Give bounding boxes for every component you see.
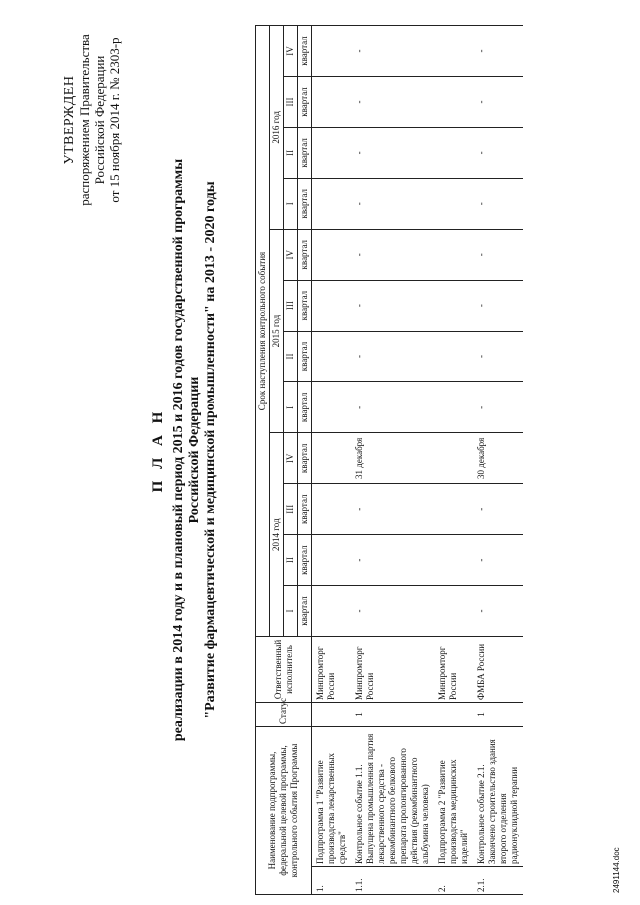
row-number: 1.1.	[351, 867, 434, 895]
quarter-cell	[312, 433, 352, 484]
q-number: I	[284, 178, 298, 229]
title-line-1: реализации в 2014 году и в плановый период 2015 и 2016 годов государственной программы Российской Федерации	[171, 158, 202, 742]
quarter-cell: 30 декабря	[473, 433, 523, 484]
quarter-cell	[312, 280, 352, 331]
quarter-cell	[434, 77, 473, 128]
q-number: III	[284, 280, 298, 331]
quarter-cell: -	[351, 26, 434, 77]
quarter-cell	[434, 535, 473, 586]
quarter-cell: -	[473, 77, 523, 128]
quarter-cell: -	[473, 484, 523, 535]
quarter-cell: -	[351, 382, 434, 433]
row-executor: ФМБА России	[473, 636, 523, 702]
header-name: Наименование подпрограммы, федеральной целевой программы, контрольного события Программы	[256, 726, 312, 894]
quarter-cell	[312, 26, 352, 77]
quarter-cell	[312, 127, 352, 178]
q-label: квартал	[298, 127, 312, 178]
approval-line-3: от 15 ноября 2014 г. № 2303-р	[107, 37, 122, 203]
row-status	[312, 702, 352, 726]
q-label: квартал	[298, 433, 312, 484]
row-status: 1	[473, 702, 523, 726]
q-label: квартал	[298, 331, 312, 382]
row-name: Подпрограмма 1 "Развитие производства лекарственных средств"	[312, 726, 352, 866]
table-row	[351, 26, 434, 895]
q-number: IV	[284, 26, 298, 77]
plan-heading: П Л А Н	[150, 407, 166, 493]
quarter-cell	[312, 178, 352, 229]
quarter-cell	[434, 127, 473, 178]
quarter-cell: -	[351, 280, 434, 331]
header-status: Статус	[256, 702, 312, 726]
header-year-2016: 2016 год	[270, 26, 284, 230]
header-year-2014: 2014 год	[270, 433, 284, 637]
quarter-cell: -	[473, 586, 523, 637]
quarter-cell	[434, 229, 473, 280]
q-label: квартал	[298, 280, 312, 331]
quarter-cell: -	[473, 229, 523, 280]
quarter-cell: -	[351, 484, 434, 535]
q-number: II	[284, 535, 298, 586]
quarter-cell: -	[351, 331, 434, 382]
row-executor: Минпромторг России	[434, 636, 473, 702]
quarter-cell: 31 декабря	[351, 433, 434, 484]
header-executor: Ответственный исполнитель	[256, 636, 312, 702]
quarter-cell: -	[351, 586, 434, 637]
quarter-cell	[312, 229, 352, 280]
row-executor: Минпромторг России	[312, 636, 352, 702]
table-row	[473, 26, 523, 895]
plan-table-body	[312, 26, 524, 895]
quarter-cell: -	[351, 178, 434, 229]
row-status	[434, 702, 473, 726]
header-deadline: Срок наступления контрольного события	[256, 26, 270, 637]
quarter-cell: -	[473, 178, 523, 229]
quarter-cell	[434, 433, 473, 484]
row-name: Контрольное событие 2.1. Закончено строительство здания второго отделения радионуклидной терапии	[473, 726, 523, 866]
quarter-cell	[434, 484, 473, 535]
row-executor: Минпромторг России	[351, 636, 434, 702]
quarter-cell	[434, 586, 473, 637]
approval-block	[62, 25, 122, 215]
row-number: 2.	[434, 867, 473, 895]
q-number: I	[284, 382, 298, 433]
quarter-cell: -	[351, 229, 434, 280]
q-number: II	[284, 127, 298, 178]
q-label: квартал	[298, 77, 312, 128]
quarter-cell	[434, 26, 473, 77]
header-year-2015: 2015 год	[270, 229, 284, 433]
row-name: Контрольное событие 1.1. Выпущена промышленная партия лекарственного средства - рекомбинантного белкового препарата пролонгированного действия (рекомбинантного альбумина человека)	[351, 726, 434, 866]
file-name: 2491144.doc	[612, 847, 621, 893]
q-number: I	[284, 586, 298, 637]
quarter-cell	[434, 331, 473, 382]
quarter-cell	[434, 280, 473, 331]
quarter-cell	[312, 586, 352, 637]
quarter-cell: -	[473, 280, 523, 331]
quarter-cell: -	[473, 331, 523, 382]
quarter-cell	[312, 382, 352, 433]
quarter-cell: -	[351, 77, 434, 128]
approval-title: УТВЕРЖДЕН	[62, 75, 77, 165]
row-number: 1.	[312, 867, 352, 895]
plan-table	[255, 25, 523, 895]
table-row	[434, 26, 473, 895]
quarter-cell: -	[351, 535, 434, 586]
q-label: квартал	[298, 26, 312, 77]
quarter-cell	[434, 178, 473, 229]
q-label: квартал	[298, 178, 312, 229]
table-row	[312, 26, 352, 895]
quarter-cell: -	[473, 26, 523, 77]
quarter-cell	[312, 77, 352, 128]
approval-line-1: распоряжением Правительства	[77, 34, 92, 206]
q-label: квартал	[298, 382, 312, 433]
q-number: II	[284, 331, 298, 382]
approval-line-2: Российской Федерации	[92, 55, 107, 185]
quarter-cell: -	[473, 535, 523, 586]
title-line-2: "Развитие фармацевтической и медицинской промышленности" на 2013 - 2020 годы	[203, 181, 218, 719]
q-label: квартал	[298, 586, 312, 637]
q-number: III	[284, 77, 298, 128]
quarter-cell	[312, 484, 352, 535]
quarter-cell	[312, 331, 352, 382]
quarter-cell	[434, 382, 473, 433]
document-title	[150, 125, 219, 775]
row-number: 2.1.	[473, 867, 523, 895]
q-number: III	[284, 484, 298, 535]
quarter-cell: -	[473, 382, 523, 433]
quarter-cell: -	[473, 127, 523, 178]
quarter-cell: -	[351, 127, 434, 178]
q-number: IV	[284, 433, 298, 484]
row-name: Подпрограмма 2 "Развитие производства медицинских изделий"	[434, 726, 473, 866]
q-label: квартал	[298, 535, 312, 586]
row-status: 1	[351, 702, 434, 726]
quarter-cell	[312, 535, 352, 586]
q-label: квартал	[298, 484, 312, 535]
q-number: IV	[284, 229, 298, 280]
q-label: квартал	[298, 229, 312, 280]
